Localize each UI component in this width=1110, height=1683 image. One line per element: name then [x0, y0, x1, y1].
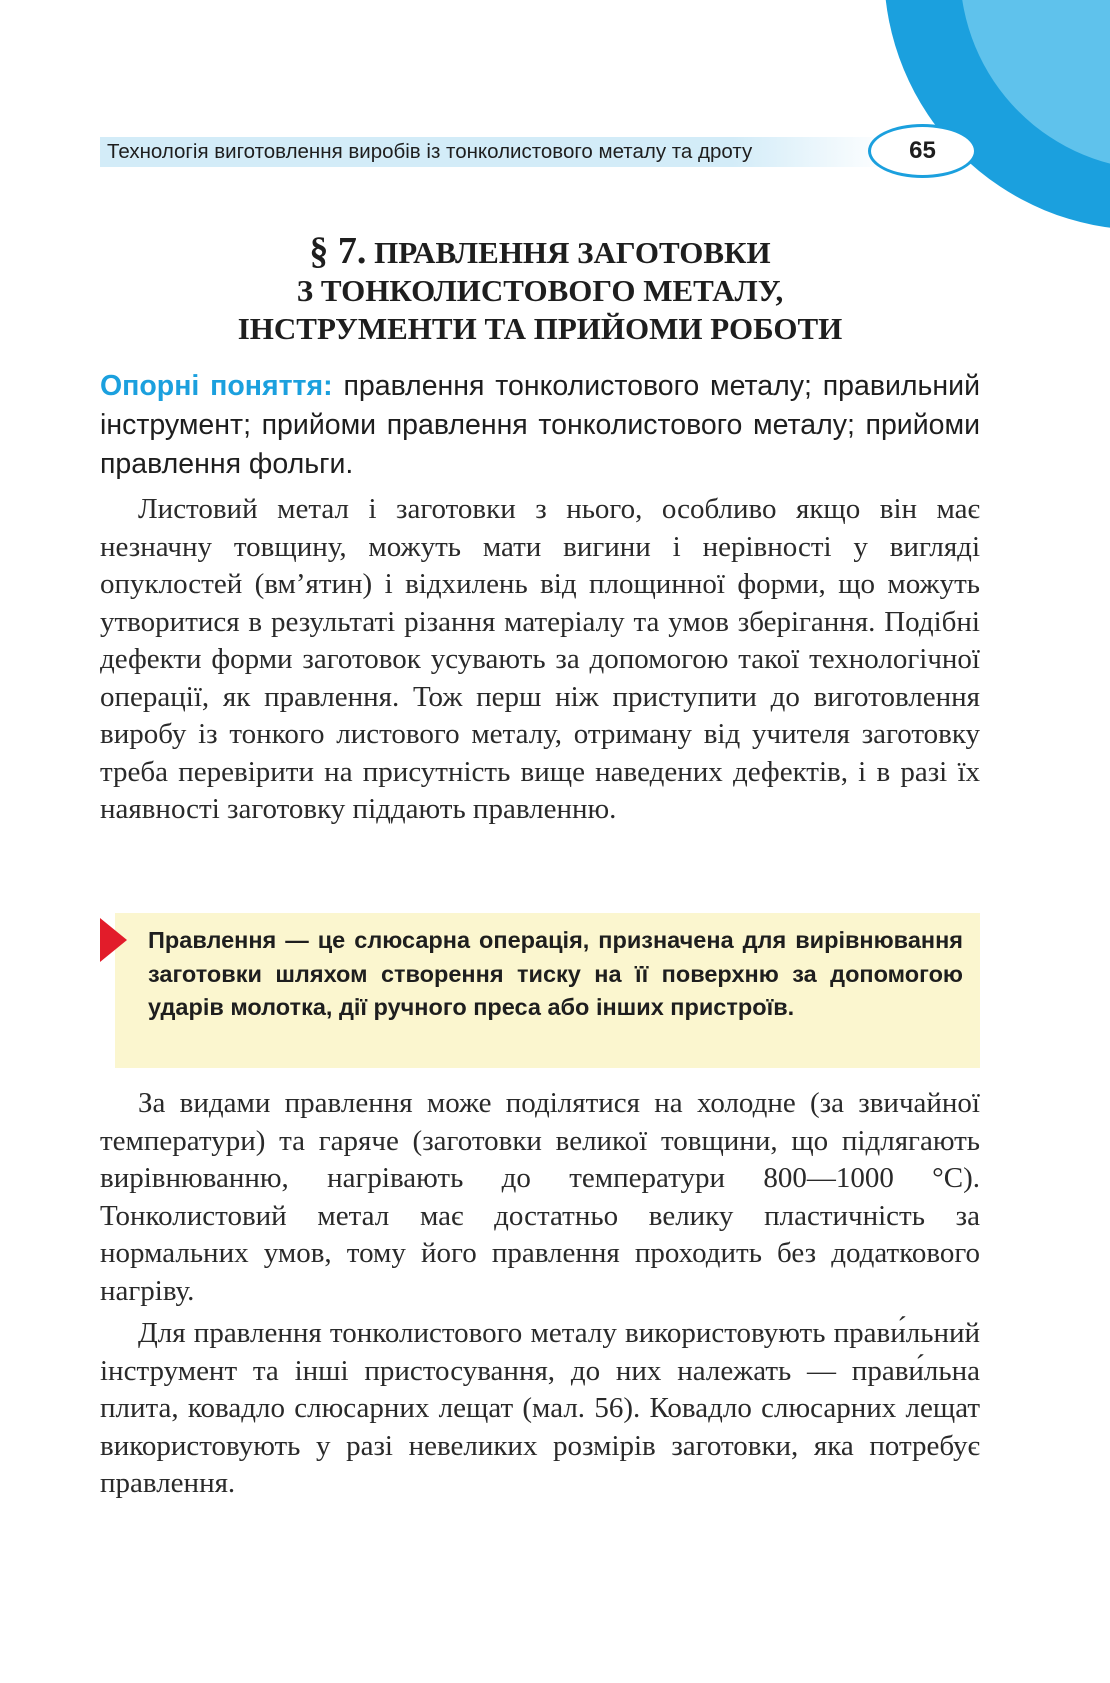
paragraph-1 — [100, 491, 980, 829]
paragraph-3-text: Для правлення тонколистового металу використовують прави́льний інструмент та інші пристосування, до них належать — прави́льна плита, ковадло слюсарних лещат (мал. 56). Ковадло слюсарних лещат використовують у разі невеликих розмірів заготовки, яка потребує правлення. — [100, 1317, 980, 1499]
key-concepts-text: правлення тонколистового металу; правильний інструмент; прийоми правлення тонколистового металу; прийоми правлення фольги. — [100, 370, 980, 480]
definition-text: Правлення — це слюсарна операція, призначена для вирівнювання заготовки шляхом створення тиску на її поверхню за допомогою ударів молотка, дії ручного преса або інших пристроїв. — [148, 927, 963, 1020]
key-concepts-label: Опорні поняття: — [100, 370, 333, 402]
paragraph-2-text: За видами правлення може поділятися на холодне (за звичайної температури) та гаряче (заготовки великої товщини, що підлягають вирівнюванню, нагрівають до температури 800—1000 °С). Тонколистовий метал має достатньо велику пластичність за нормальних умов, тому його правлення проходить без додаткового нагріву. — [100, 1087, 980, 1307]
paragraph-1-text: Листовий метал і заготовки з нього, особливо якщо він має незначну товщину, можуть мати вигини і нерівності у вигляді опуклостей (вм’ятин) і відхилень від площинної форми, що можуть утворитися в результаті різання матеріалу та умов зберігання. Подібні дефекти форми заготовок усувають за допомогою такої технологічної операції, як правлення. Тож перш ніж приступити до виготовлення виробу із тонкого листового металу, отриману від учителя заготовку треба перевірити на присутність вище наведених дефектів, і в разі їх наявності заготовку піддають правленню. — [100, 493, 980, 825]
paragraph-3 — [100, 1315, 980, 1503]
page-number: 65 — [868, 124, 977, 178]
section-title — [100, 232, 980, 348]
section-title-line3: ІНСТРУМЕНТИ ТА ПРИЙОМИ РОБОТИ — [237, 311, 843, 346]
section-number: § 7. — [309, 230, 367, 272]
key-concepts — [100, 367, 980, 484]
section-title-line1: § 7. ПРАВЛЕННЯ ЗАГОТОВКИ — [309, 230, 771, 272]
section-title-line2: З ТОНКОЛИСТОВОГО МЕТАЛУ, — [296, 273, 784, 308]
red-triangle-icon — [100, 918, 127, 962]
paragraph-2 — [100, 1085, 980, 1310]
running-header-title: Технологія виготовлення виробів із тонколистового металу та дроту — [107, 140, 753, 163]
